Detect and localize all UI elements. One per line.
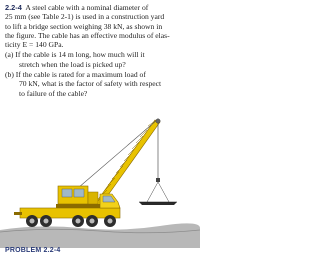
part-a [5, 50, 195, 69]
intro-line: ticity E = 140 GPa. [5, 40, 64, 50]
part-b-line: 70 kN, what is the factor of safety with respect [19, 79, 162, 89]
part-b-line: to failure of the cable? [19, 88, 88, 98]
part-a-label: (a) [5, 50, 14, 60]
part-a-line: If the cable is 14 m long, how much will it [15, 50, 145, 60]
ground [0, 223, 200, 248]
part-b [5, 70, 195, 98]
crane-figure [0, 108, 200, 248]
problem-number: 2.2-4 [5, 3, 22, 12]
intro-line: A steel cable with a nominal diameter of [25, 3, 149, 12]
intro-line: to lift a bridge section weighing 38 kN, as shown in [5, 21, 163, 31]
intro-line: 25 mm (see Table 2-1) is used in a construction yard [5, 12, 165, 22]
load [139, 178, 177, 205]
part-b-line: If the cable is rated for a maximum load of [15, 70, 146, 80]
problem-intro [5, 3, 195, 49]
part-b-label: (b) [5, 70, 14, 80]
figure-caption: PROBLEM 2.2-4 [5, 247, 61, 254]
problem-text [5, 3, 195, 98]
intro-line: the figure. The cable has an effective modulus of elas- [5, 30, 170, 40]
part-a-line: stretch when the load is picked up? [19, 59, 126, 69]
